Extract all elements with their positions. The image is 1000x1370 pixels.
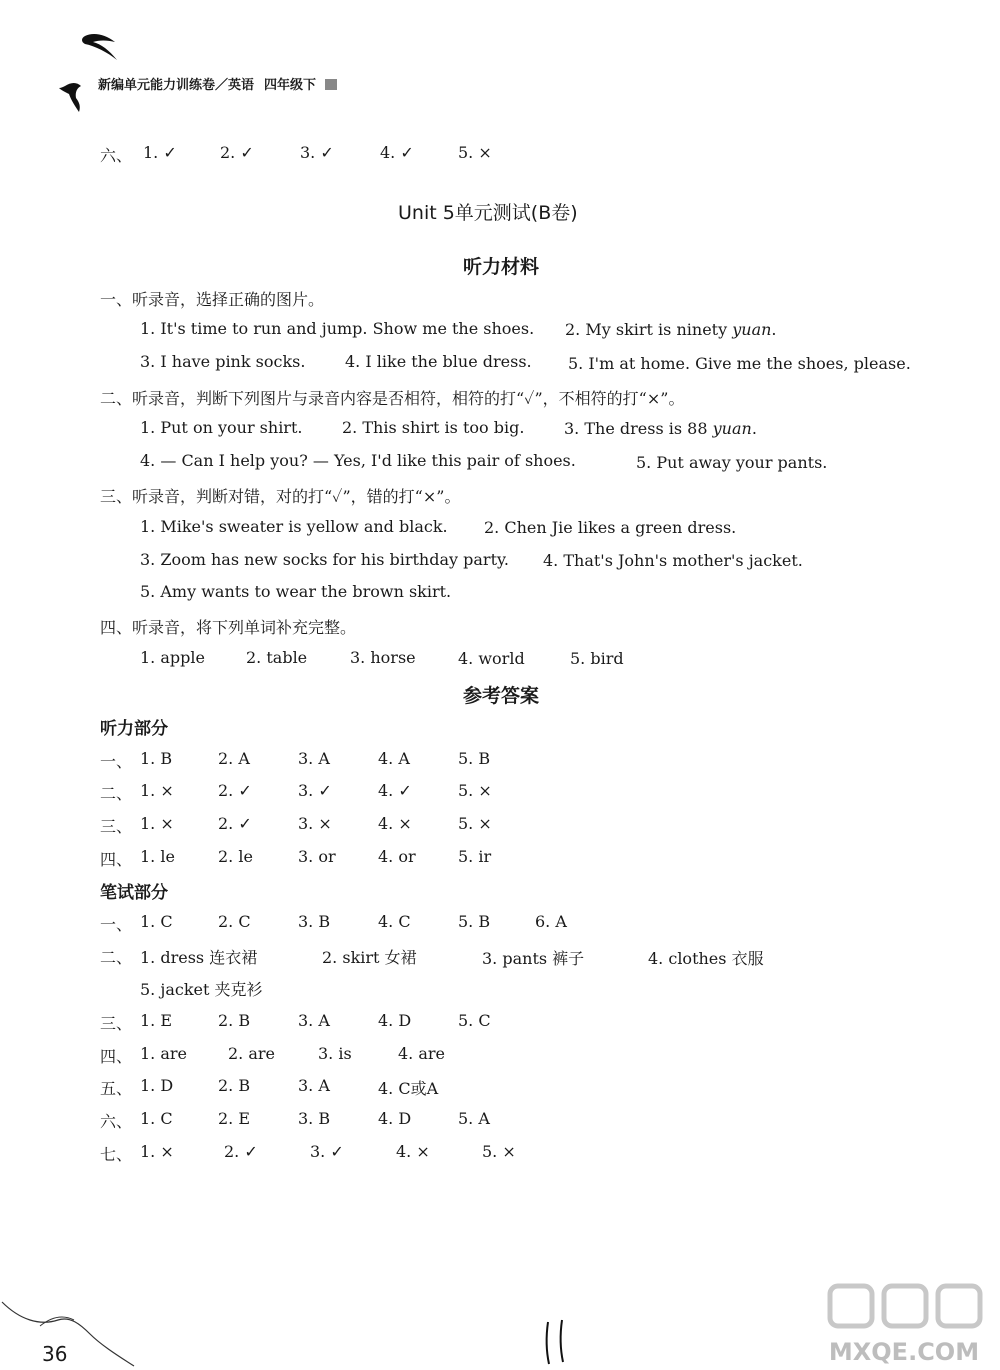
listening-item: 1. Put on your shirt.: [140, 418, 303, 437]
listening-item: 3. I have pink socks.: [140, 352, 306, 371]
answer-item: 2. B: [218, 1011, 251, 1030]
answer-item: 4. ✓: [378, 781, 412, 800]
answer-item: 3. ✓: [298, 781, 332, 800]
answer-item: 1. are: [140, 1044, 188, 1063]
listening-item: 4. I like the blue dress.: [345, 352, 532, 371]
answer-item: 5. B: [458, 912, 491, 931]
answer-stamp-logo: [822, 1282, 992, 1370]
answer-item: 5. B: [458, 749, 491, 768]
answer-item: 1. D: [140, 1076, 174, 1095]
listening-item: 4. That's John's mother's jacket.: [543, 551, 803, 570]
listening-item: 5. bird: [570, 649, 624, 668]
answer-item: 5. ×: [458, 781, 492, 800]
answer-item: 2. ✓: [224, 1142, 258, 1161]
row-label: 四、: [100, 850, 133, 869]
answer-item: 5. jacket 夹克衫: [140, 980, 263, 999]
question-heading: 四、听录音，将下列单词补充完整。: [100, 618, 357, 637]
listening-material-title: 听力材料: [463, 256, 540, 278]
listening-item: 5. Put away your pants.: [636, 453, 828, 472]
row-label: 二、: [100, 784, 133, 803]
answer-item: 3. ×: [298, 814, 332, 833]
answer-item: 3. is: [318, 1044, 352, 1063]
answer-item: 2. C: [218, 912, 251, 931]
row-label: 三、: [100, 1014, 133, 1033]
listening-item: 1. It's time to run and jump. Show me the shoes.: [140, 319, 535, 338]
answer-item: 1. ✓: [143, 143, 177, 162]
listening-item: 3. The dress is 88 yuan.: [564, 419, 757, 438]
answer-item: 2. A: [218, 749, 250, 768]
row-label: 四、: [100, 1047, 133, 1066]
row-label: 五、: [100, 1079, 133, 1098]
answer-item: 3. A: [298, 1011, 330, 1030]
answer-item: 4. are: [398, 1044, 446, 1063]
answer-item: 2. ✓: [218, 814, 252, 833]
answer-item: 5. C: [458, 1011, 491, 1030]
answer-item: 4. C或A: [378, 1079, 439, 1098]
answer-item: 2. E: [218, 1109, 251, 1128]
answer-item: 1. C: [140, 1109, 173, 1128]
answer-item: 1. dress 连衣裙: [140, 948, 258, 967]
answer-item: 5. ×: [458, 814, 492, 833]
listening-part-heading: 听力部分: [100, 719, 168, 739]
answer-item: 6. A: [535, 912, 567, 931]
question-heading: 二、听录音，判断下列图片与录音内容是否相符，相符的打“✓”，不相符的打“×”。: [100, 389, 685, 408]
answer-item: 3. pants 裤子: [482, 949, 585, 968]
row-label: 二、: [100, 948, 133, 967]
book-title: 新编单元能力训练卷／英语: [98, 78, 255, 93]
question-heading: 一、听录音，选择正确的图片。: [100, 290, 325, 309]
listening-item: 4. — Can I help you? — Yes, I'd like this pair of shoes.: [140, 451, 576, 470]
answer-item: 4. ×: [378, 814, 412, 833]
answer-item: 1. le: [140, 847, 175, 866]
answer-item: 3. or: [298, 847, 336, 866]
answer-item: 4. D: [378, 1109, 412, 1128]
answer-item: 2. le: [218, 847, 253, 866]
answer-item: 3. A: [298, 1076, 330, 1095]
listening-item: 3. horse: [350, 648, 416, 667]
row-label: 六、: [100, 146, 133, 165]
listening-item: 1. apple: [140, 648, 205, 667]
answer-item: 1. E: [140, 1011, 173, 1030]
listening-item: 3. Zoom has new socks for his birthday party.: [140, 550, 509, 569]
answer-item: 1. B: [140, 749, 173, 768]
row-label: 三、: [100, 817, 133, 836]
answer-item: 4. A: [378, 749, 410, 768]
written-part-heading: 笔试部分: [100, 883, 168, 903]
answer-item: 2. are: [228, 1044, 276, 1063]
answer-item: 5. ×: [482, 1142, 516, 1161]
crop-marks-icon: [540, 1318, 570, 1368]
flying-birds-icon: [55, 28, 125, 113]
row-label: 一、: [100, 915, 133, 934]
listening-item: 2. table: [246, 648, 308, 667]
unit-title: Unit 5单元测试(B卷): [398, 202, 578, 224]
grade-label: 四年级下: [264, 78, 317, 93]
grade-badge-icon: [325, 79, 337, 90]
answer-item: 3. B: [298, 912, 331, 931]
answer-item: 3. A: [298, 749, 330, 768]
answer-item: 4. C: [378, 912, 411, 931]
answer-item: 1. ×: [140, 814, 174, 833]
answer-item: 4. or: [378, 847, 416, 866]
page-number: 36: [42, 1342, 68, 1366]
swirl-decoration-icon: [0, 1290, 140, 1370]
yuan-word: yuan: [732, 320, 772, 339]
listening-item: 1. Mike's sweater is yellow and black.: [140, 517, 448, 536]
header-title: [98, 74, 337, 93]
yuan-word: yuan: [712, 419, 752, 438]
watermark-text: MXQE.COM: [828, 1338, 980, 1366]
answer-item: 3. ✓: [300, 143, 334, 162]
question-heading: 三、听录音，判断对错，对的打“✓”，错的打“×”。: [100, 487, 461, 506]
answer-item: 5. A: [458, 1109, 490, 1128]
answer-key-title: 参考答案: [463, 685, 540, 707]
listening-item: 5. Amy wants to wear the brown skirt.: [140, 582, 452, 601]
row-label: 六、: [100, 1112, 133, 1131]
listening-item: 5. I'm at home. Give me the shoes, please.: [568, 354, 911, 373]
listening-item: 2. My skirt is ninety yuan.: [565, 320, 777, 339]
answer-item: 2. skirt 女裙: [322, 948, 417, 967]
answer-item: 4. D: [378, 1011, 412, 1030]
listening-item: 4. world: [458, 649, 525, 668]
answer-item: 5. ir: [458, 847, 492, 866]
row-label: 七、: [100, 1145, 133, 1164]
answer-item: 1. ×: [140, 781, 174, 800]
answer-item: 3. B: [298, 1109, 331, 1128]
answer-item: 4. ✓: [380, 143, 414, 162]
answer-item: 2. B: [218, 1076, 251, 1095]
answer-item: 4. clothes 衣服: [648, 949, 764, 968]
answer-item: 1. ×: [140, 1142, 174, 1161]
row-label: 一、: [100, 752, 133, 771]
listening-item: 2. Chen Jie likes a green dress.: [484, 518, 737, 537]
answer-item: 3. ✓: [310, 1142, 344, 1161]
answer-item: 5. ×: [458, 143, 492, 162]
answer-item: 2. ✓: [220, 143, 254, 162]
answer-item: 4. ×: [396, 1142, 430, 1161]
answer-item: 2. ✓: [218, 781, 252, 800]
listening-item: 2. This shirt is too big.: [342, 418, 525, 437]
answer-item: 1. C: [140, 912, 173, 931]
